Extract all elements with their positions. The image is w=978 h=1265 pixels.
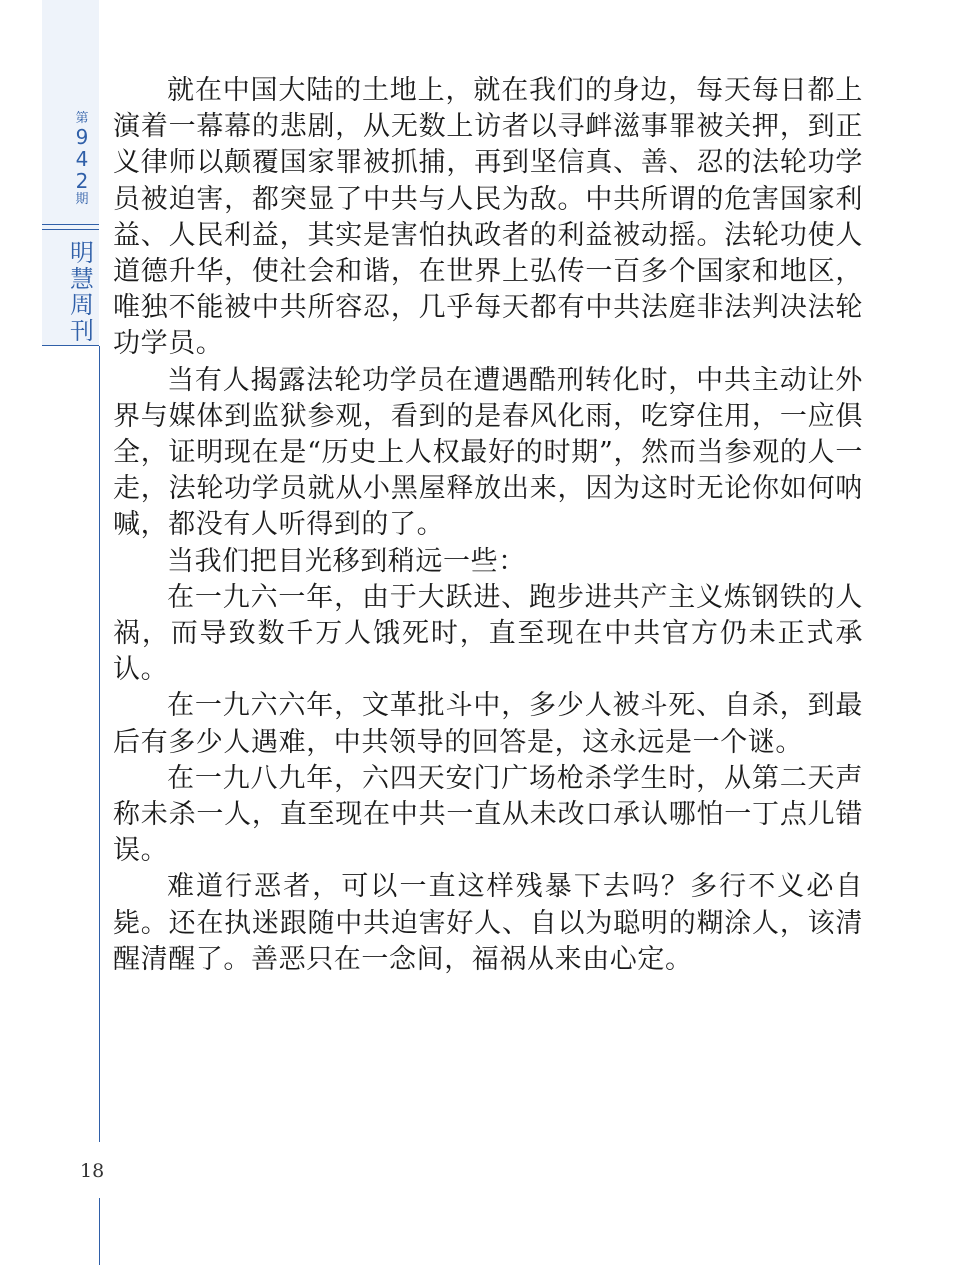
magazine-char: 周 [70, 291, 94, 319]
magazine-char: 慧 [70, 265, 94, 293]
issue-prefix: 第 [75, 111, 89, 126]
paragraph: 在一九六六年，文革批斗中，多少人被斗死、自杀，到最后有多少人遇难，中共领导的回答是，这永远是一个谜。 [113, 690, 863, 758]
magazine-title [68, 240, 96, 344]
page-number: 18 [80, 1160, 105, 1182]
magazine-char: 刊 [70, 317, 94, 345]
paragraph: 当我们把目光移到稍远一些： [167, 545, 526, 577]
margin-rule-lower [99, 1198, 100, 1265]
paragraph: 就在中国大陆的土地上，就在我们的身边，每天每日都上演着一幕幕的悲剧，从无数上访者以寻衅滋事罪被关押，到正义律师以颠覆国家罪被抓捕，再到坚信真、善、忍的法轮功学员被迫害，都突显了中共与人民为敌。中共所谓的危害国家利益、人民利益，其实是害怕执政者的利益被动摇。法轮功使人道德升华，使社会和谐，在世界上弘传一百多个国家和地区，唯独不能被中共所容忍，几乎每天都有中共法庭非法判决法轮功学员。 [113, 75, 863, 360]
magazine-char: 明 [70, 239, 94, 267]
sidebar-rule-top [42, 224, 99, 225]
article-body [113, 73, 863, 978]
sidebar-rule-bottom [42, 345, 99, 346]
issue-digit: 4 [75, 147, 89, 171]
issue-suffix: 期 [75, 192, 89, 207]
paragraph: 当有人揭露法轮功学员在遭遇酷刑转化时，中共主动让外界与媒体到监狱参观，看到的是春风化雨，吃穿住用，一应俱全，证明现在是“历史上人权最好的时期”，然而当参观的人一走，法轮功学员就从小黑屋释放出来，因为这时无论你如何呐喊，都没有人听得到的了。 [113, 364, 863, 541]
sidebar-rule-top-inner [42, 229, 99, 230]
issue-digit: 9 [75, 125, 89, 149]
issue-number [72, 110, 92, 208]
paragraph: 在一九六一年，由于大跃进、跑步进共产主义炼钢铁的人祸，而导致数千万人饿死时，直至现在中共官方仍未正式承认。 [113, 581, 863, 686]
paragraph: 在一九八九年，六四天安门广场枪杀学生时，从第二天声称未杀一人，直至现在中共一直从未改口承认哪怕一丁点儿错误。 [113, 762, 863, 867]
margin-rule-upper [99, 346, 100, 1142]
paragraph: 难道行恶者，可以一直这样残暴下去吗？多行不义必自毙。还在执迷跟随中共迫害好人、自以为聪明的糊涂人，该清醒清醒了。善恶只在一念间，福祸从来由心定。 [113, 871, 863, 975]
issue-digit: 2 [75, 169, 89, 193]
